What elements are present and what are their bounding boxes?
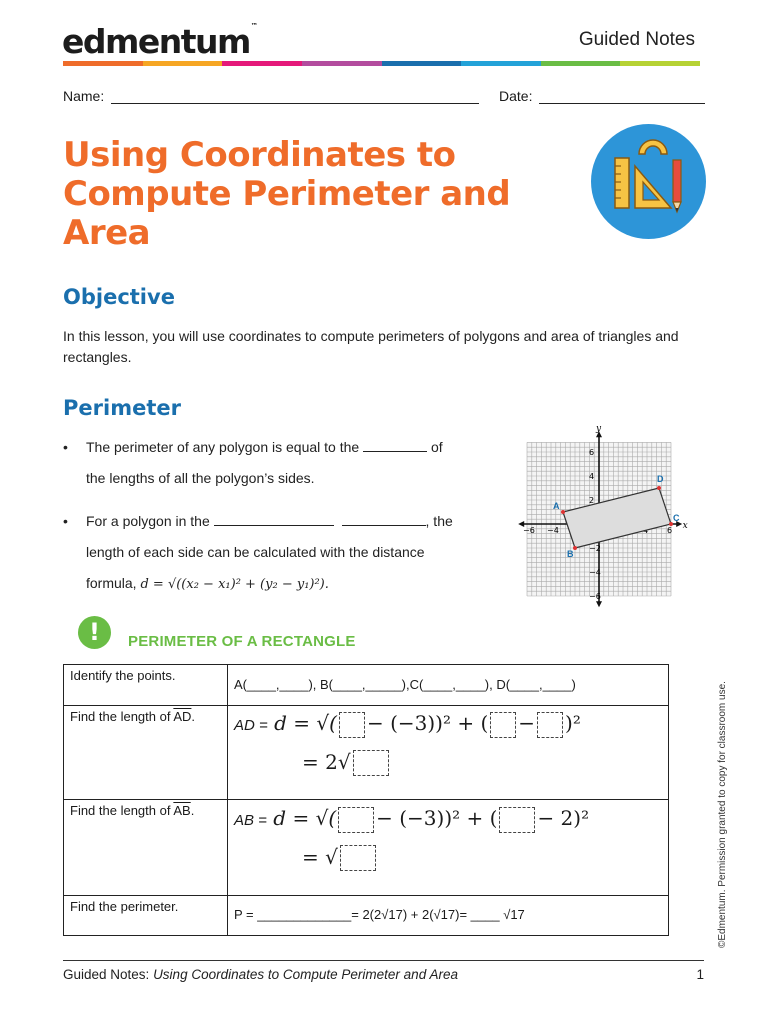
blank-coordinate[interactable] xyxy=(214,512,334,526)
ad-eq1-d: )² xyxy=(565,711,581,735)
ad-eq1-c: − xyxy=(518,711,536,735)
stripe-segment xyxy=(620,61,700,66)
footer-title: Using Coordinates to Compute Perimeter and Area xyxy=(153,967,458,982)
answer-box[interactable] xyxy=(340,845,376,871)
vertex-point xyxy=(561,510,565,514)
ab-equation-lhs: AB = xyxy=(234,812,267,829)
logo-trademark: ™ xyxy=(250,22,258,30)
ab-eq2: = √ xyxy=(302,844,338,869)
name-line[interactable] xyxy=(111,90,479,104)
row-label-ad: Find the length of $\overline{AD}$. xyxy=(64,706,228,800)
y-tick-label: −2 xyxy=(589,544,601,553)
x-tick-label: −6 xyxy=(523,526,535,535)
y-tick-label: 2 xyxy=(589,496,595,505)
row-value-perimeter[interactable]: P = _____________= 2(2√17) + 2(√17)= ____ √17 xyxy=(228,896,669,936)
stripe-segment xyxy=(222,61,302,66)
title-line-3: Area xyxy=(63,213,151,253)
copyright-note xyxy=(714,678,730,950)
tip-heading: PERIMETER OF A RECTANGLE xyxy=(128,633,356,650)
date-line[interactable] xyxy=(539,90,705,104)
vertex-label: C xyxy=(673,513,680,523)
perimeter-worksheet-table xyxy=(63,664,669,936)
title-line-1: Using Coordinates to xyxy=(63,135,456,175)
title-line-2: Compute Perimeter and xyxy=(63,174,511,214)
vertex-label: A xyxy=(553,501,560,511)
coordinate-grid-graph xyxy=(515,424,688,608)
bullet-dot: • xyxy=(63,513,68,529)
bullet1-text-c: the lengths of all the polygon’s sides. xyxy=(86,470,315,486)
logo-text: edmentum xyxy=(62,22,250,61)
objective-text: In this lesson, you will use coordinates to compute perimeters of polygons and area of triangles and rectangles. xyxy=(63,328,679,365)
y-tick-label: 6 xyxy=(589,448,595,457)
name-label: Name: xyxy=(63,88,105,104)
answer-box[interactable] xyxy=(338,807,374,833)
row-label-ab: Find the length of $\overline{AB}$. xyxy=(64,800,228,896)
segment-ad: $\overline{AD}$ xyxy=(173,709,192,724)
y-tick-label: −4 xyxy=(589,568,601,577)
row-label-identify: Identify the points. xyxy=(64,665,228,706)
footer-prefix: Guided Notes: xyxy=(63,967,154,982)
y-tick-label: 4 xyxy=(589,472,595,481)
ab-eq1-b: − (−3))² + ( xyxy=(376,806,498,830)
doc-type-label: Guided Notes xyxy=(578,29,695,50)
bullet1-text-a: The perimeter of any polygon is equal to the xyxy=(86,439,360,455)
ab-eq1-a: d = √( xyxy=(273,806,337,830)
row-value-ad[interactable] xyxy=(228,706,669,800)
copyright-text: ©Edmentum. Permission granted to copy for classroom use. xyxy=(717,681,728,948)
blank-sum[interactable] xyxy=(363,438,427,452)
stripe-segment xyxy=(302,61,382,66)
page-number: 1 xyxy=(696,967,704,982)
bullet-dot: • xyxy=(63,439,68,455)
objective-heading: Objective xyxy=(63,285,175,309)
answer-box[interactable] xyxy=(537,712,563,738)
y-tick-label: −6 xyxy=(589,592,601,601)
stripe-segment xyxy=(63,61,143,66)
bullet2-text-c: length of each side can be calculated with the distance xyxy=(86,544,425,560)
x-tick-label: 6 xyxy=(667,526,673,535)
footer-divider xyxy=(63,960,704,961)
color-stripe xyxy=(63,61,700,66)
name-field[interactable] xyxy=(63,88,479,104)
bullet2-text-b: , the xyxy=(425,513,453,529)
page-title xyxy=(63,136,510,253)
date-field[interactable] xyxy=(499,88,705,104)
table-row xyxy=(64,800,669,896)
answer-box[interactable] xyxy=(499,807,535,833)
x-axis-label: x xyxy=(682,521,688,531)
geometry-tools-icon xyxy=(591,124,706,239)
vertex-point xyxy=(657,486,661,490)
bullet2-text-a: For a polygon in the xyxy=(86,513,210,529)
ab-eq1-c: − 2)² xyxy=(537,806,590,830)
ad-equation-lhs: AD = xyxy=(234,717,268,734)
answer-box[interactable] xyxy=(339,712,365,738)
bullet-perimeter-definition xyxy=(63,432,483,494)
exclamation-icon: ! xyxy=(78,616,111,649)
vertex-label: B xyxy=(567,549,574,559)
y-axis-label: y xyxy=(596,424,602,435)
row-label-perimeter: Find the perimeter. xyxy=(64,896,228,936)
blank-plane[interactable] xyxy=(342,512,426,526)
stripe-segment xyxy=(143,61,223,66)
y-axis-arrow xyxy=(596,601,602,607)
vertex-label: D xyxy=(657,474,664,484)
distance-formula: d = √((x₂ − x₁)² + (y₂ − y₁)²). xyxy=(140,577,329,592)
table-row xyxy=(64,706,669,800)
table-row xyxy=(64,665,669,706)
row-value-points[interactable]: A(____,____), B(____,_____),C(____,____), D(____,____) xyxy=(228,665,669,706)
segment-ab: $\overline{AB}$ xyxy=(173,803,191,818)
stripe-segment xyxy=(541,61,621,66)
bullet2-text-d: formula, xyxy=(86,575,137,591)
date-label: Date: xyxy=(499,88,533,104)
bullet-distance-formula xyxy=(63,506,483,600)
bullet1-text-b: of xyxy=(430,439,443,455)
table-row xyxy=(64,896,669,936)
row-value-ab[interactable] xyxy=(228,800,669,896)
footer-text xyxy=(63,967,458,982)
ad-eq1-b: − (−3))² + ( xyxy=(366,711,489,735)
perimeter-heading: Perimeter xyxy=(63,396,181,420)
vertex-point xyxy=(573,546,577,550)
stripe-segment xyxy=(382,61,462,66)
answer-box[interactable] xyxy=(353,750,389,776)
answer-box[interactable] xyxy=(490,712,516,738)
ad-eq2: = 2√ xyxy=(302,749,351,774)
ad-eq1-a: d = √( xyxy=(274,711,337,735)
edmentum-logo xyxy=(62,22,258,61)
stripe-segment xyxy=(461,61,541,66)
x-tick-label: −4 xyxy=(547,526,559,535)
